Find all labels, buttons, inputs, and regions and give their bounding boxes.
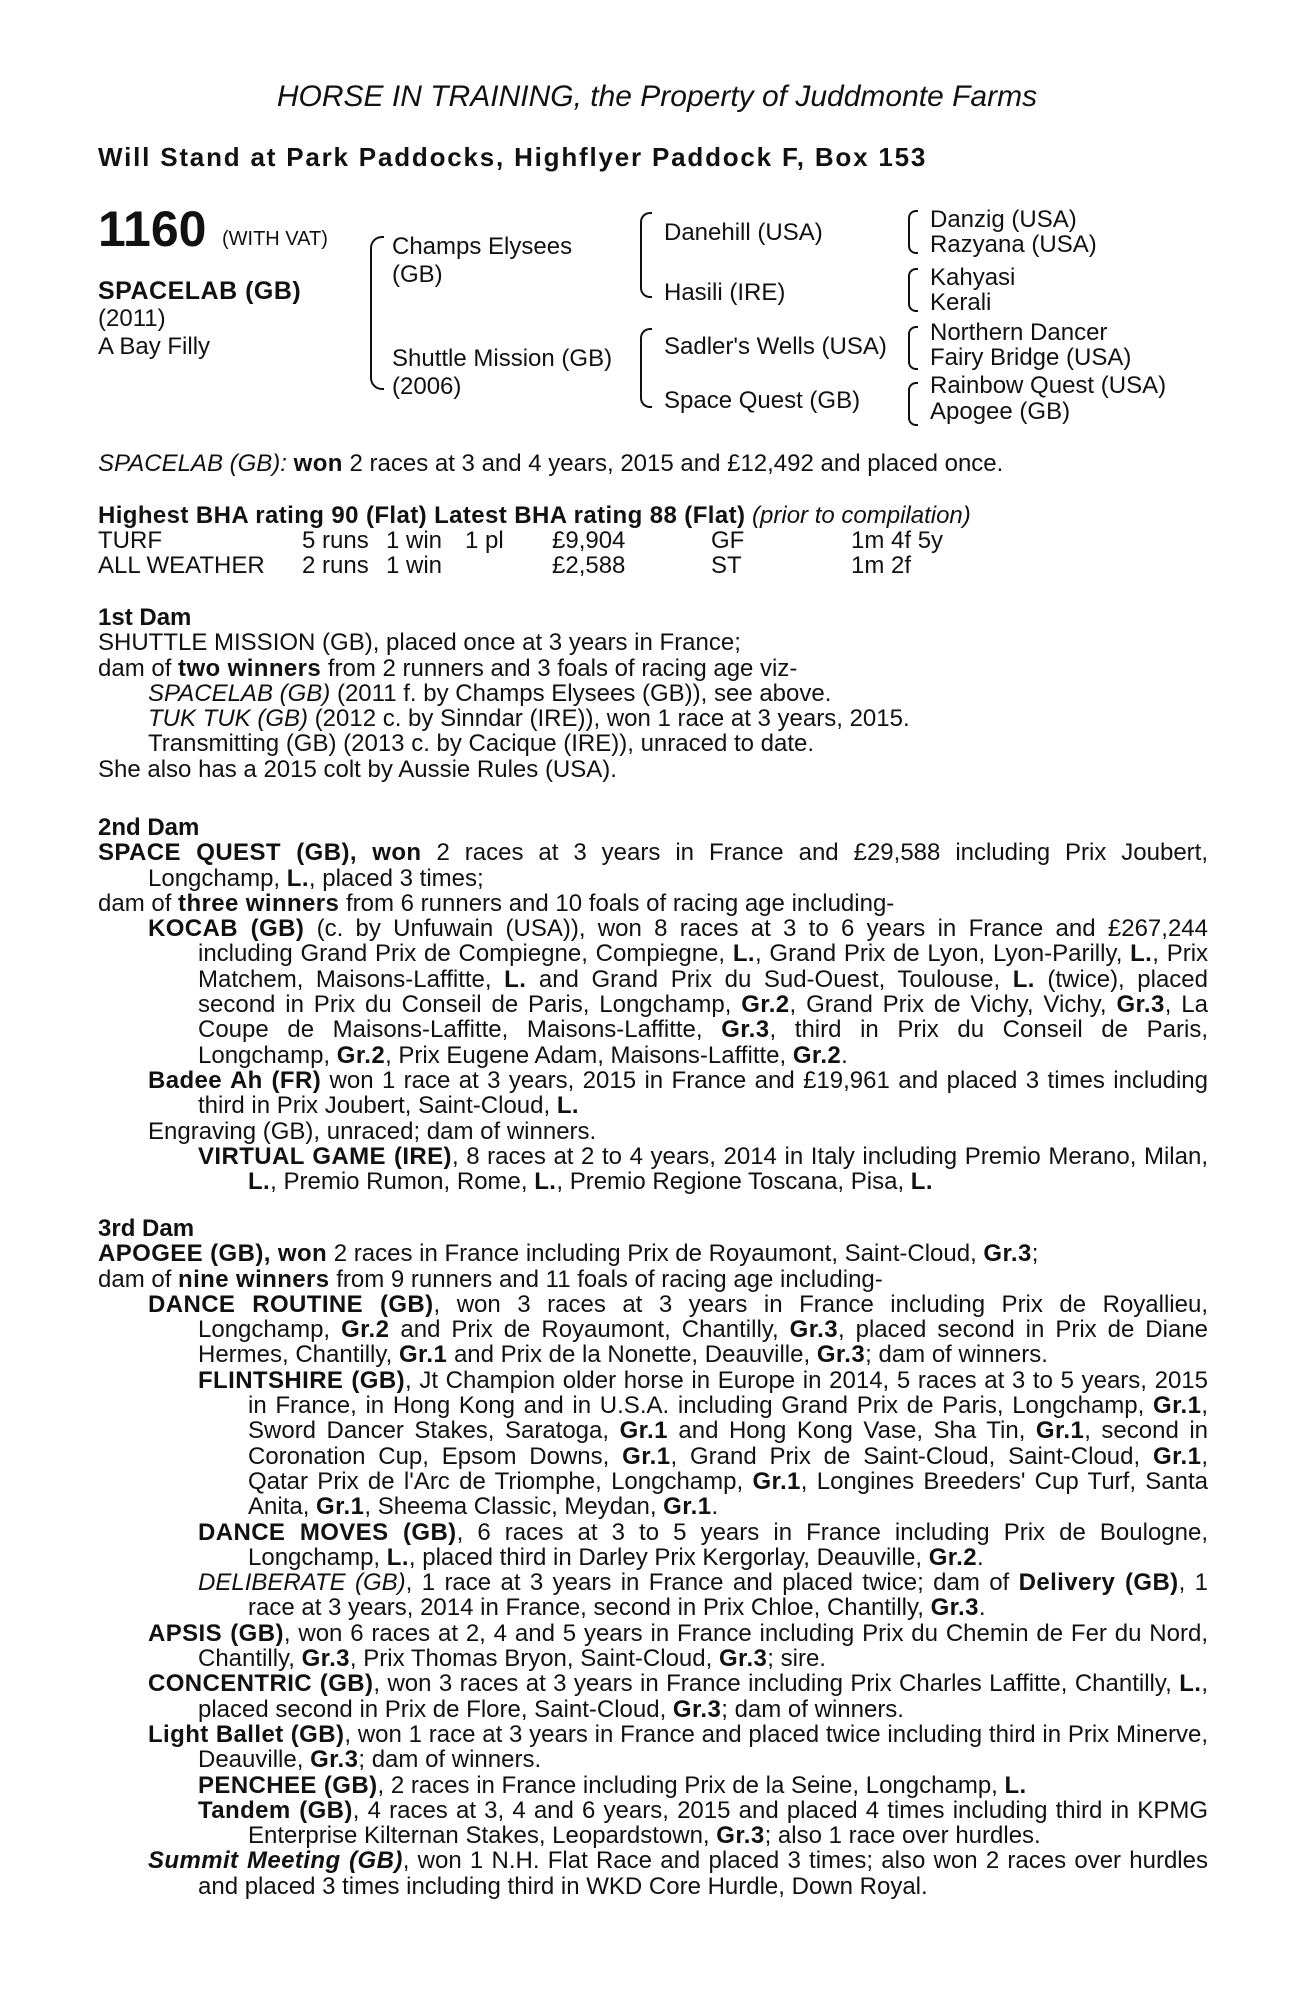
produce-pre: dam of [98, 1265, 172, 1293]
progeny-text: ; sire. [767, 1645, 826, 1673]
horse-description: A Bay Filly [98, 333, 211, 360]
produce-pre: dam of [98, 654, 172, 682]
dam-name: Shuttle Mission (GB) [392, 345, 613, 372]
progeny-text: , Sheema Classic, Meydan, [364, 1493, 657, 1521]
ds-dam: Fairy Bridge (USA) [930, 344, 1132, 371]
record-prize: £2,588 [552, 552, 626, 579]
record-runs: 2 runs [302, 552, 369, 579]
record-distance: 1m 2f [851, 552, 912, 579]
progeny-name: VIRTUAL GAME (IRE) [198, 1142, 452, 1170]
group-mark: Gr.2 [336, 1041, 386, 1069]
race-summary [98, 450, 1003, 478]
dam-name: APOGEE (GB), won [98, 1240, 328, 1268]
group-mark: Gr.3 [721, 1016, 770, 1044]
progeny-deliberate: DELIBERATE (GB), 1 race at 3 years in France and placed twice; dam of Delivery (GB), 1 race at 3 years, 2014 in France, second in Prix Chloe, Chantilly, Gr.3. [198, 1569, 1208, 1622]
dd-dam: Apogee (GB) [930, 398, 1071, 425]
second-dam-section [98, 815, 1208, 1194]
group-mark: Gr.1 [398, 1341, 448, 1369]
listed-mark: L. [504, 965, 527, 993]
rating-text: Highest BHA rating 90 (Flat) Latest BHA rating 88 (Flat) [98, 502, 746, 529]
progeny-text: and Hong Kong Vase, Sha Tin, [678, 1417, 1026, 1445]
progeny-dance-moves: DANCE MOVES (GB), 6 races at 3 to 5 years in France including Prix de Boulogne, Longchamp, L., placed third in Darley Prix Kergorlay, Deauville, Gr.2. [198, 1518, 1208, 1571]
listed-mark: L. [1012, 965, 1035, 993]
pedigree-brace-ss [908, 210, 918, 254]
progeny-text: and Grand Prix du Sud-Ouest, Toulouse, [538, 965, 1001, 993]
first-dam-closing: She also has a 2015 colt by Aussie Rules (USA). [98, 755, 617, 783]
record-going: ST [711, 552, 742, 579]
progeny-name: CONCENTRIC (GB) [148, 1670, 374, 1698]
listed-mark: L. [1004, 1771, 1027, 1799]
race-record [98, 528, 943, 578]
pedigree-brace-ds [908, 326, 918, 370]
produce-pre: dam of [98, 889, 172, 917]
dam-dam: Space Quest (GB) [664, 387, 861, 414]
progeny-text: , Longines Breeders' Cup Turf, Santa Anita, [248, 1467, 1209, 1521]
progeny-text: , won 3 races at 3 years in France including Prix Charles Laffitte, Chantilly, [373, 1670, 1172, 1698]
progeny-text: , Grand Prix de Vichy, Vichy, [789, 991, 1107, 1019]
group-mark: Gr.3 [930, 1594, 979, 1622]
horse-name: SPACELAB (GB) [98, 277, 302, 305]
sd-dam: Kerali [930, 289, 992, 316]
progeny-apsis [98, 1621, 1208, 1672]
first-dam-produce [98, 656, 1208, 681]
progeny-kocab: KOCAB (GB) (c. by Unfuwain (USA)), won 8 races at 3 to 6 years in France and £267,244 including Grand Prix de Compiegne, Compiegne, L., Grand Prix de Lyon, Lyon-Parilly, L., Prix Matchem, Maisons-Laffitte, L. and Grand Prix du Sud-Ouest, Toulouse, L. (twice), placed second in Prix du Conseil de Paris, Longchamp, Gr.2, Grand Prix de Vichy, Vichy, Gr.3, La Coupe de Maisons-Laffitte, Maisons-Laffitte, Gr.3, third in Prix du Conseil de Paris, Longchamp, Gr.2, Prix Eugene Adam, Maisons-Laffitte, Gr.2. [148, 915, 1209, 1069]
ds-sire: Northern Dancer [930, 319, 1108, 346]
progeny-name: Delivery (GB) [1018, 1569, 1179, 1597]
first-dam-section [98, 605, 1208, 782]
record-surface: TURF [98, 527, 162, 554]
record-going: GF [711, 527, 745, 554]
record-row-aw [98, 553, 943, 578]
progeny-name: Summit Meeting (GB) [148, 1847, 403, 1875]
progeny-text: , won 1 N.H. Flat Race and placed 3 times; also won 2 races over hurdles and placed 3 times including third in WKD Core Hurdle, Down Royal. [198, 1847, 1208, 1900]
produce-bold: three winners [178, 889, 340, 917]
group-mark: Gr.1 [663, 1493, 712, 1521]
first-dam-line: SHUTTLE MISSION (GB), placed once at 3 years in France; [98, 629, 741, 657]
progeny-name: Tandem (GB) [198, 1796, 353, 1824]
progeny-text: won 1 race at 3 years, 2015 in France and £19,961 and placed 3 times including third in Prix Joubert, Saint-Cloud, [198, 1066, 1208, 1120]
produce-bold: two winners [178, 654, 322, 682]
progeny-name: DANCE ROUTINE (GB) [148, 1290, 434, 1318]
third-dam-section [98, 1216, 1208, 1899]
progeny-name: DELIBERATE (GB) [198, 1569, 406, 1597]
progeny-text: , Qatar Prix de l'Arc de Triomphe, Longchamp, [248, 1442, 1209, 1495]
group-mark: Gr.3 [1116, 991, 1165, 1019]
listed-mark: L. [386, 1543, 409, 1571]
progeny-engraving: Engraving (GB), unraced; dam of winners. [148, 1117, 597, 1145]
foal-text: (2011 f. by Champs Elysees (GB)), see above. [336, 679, 832, 707]
listed-mark: L. [534, 1168, 557, 1196]
record-runs: 5 runs [302, 527, 369, 554]
foal-name: TUK TUK (GB) [148, 705, 308, 733]
group-mark: Gr.3 [816, 1341, 866, 1369]
summary-horse-name: SPACELAB (GB): [98, 450, 287, 477]
progeny-name: DANCE MOVES (GB) [198, 1518, 457, 1546]
second-dam-produce [98, 891, 1208, 916]
progeny-text: , Premio Rumon, Rome, [270, 1168, 528, 1196]
progeny-text: , won 6 races at 2, 4 and 5 years in France including Prix du Chemin de Fer du Nord, Chantilly, [198, 1619, 1208, 1673]
foal-text: (2012 c. by Sinndar (IRE)), won 1 race at 3 years, 2015. [314, 705, 910, 733]
progeny-text: , placed third in Darley Prix Kergorlay, Deauville, [408, 1543, 923, 1571]
listed-mark: L. [1130, 940, 1153, 968]
pedigree-brace-main [370, 236, 384, 390]
group-mark: Gr.1 [316, 1493, 365, 1521]
listed-mark: L. [248, 1168, 271, 1196]
group-mark: Gr.1 [1153, 1392, 1202, 1420]
vat-note: (WITH VAT) [222, 228, 328, 250]
group-mark: Gr.3 [716, 1822, 765, 1850]
progeny-text: , Prix Eugene Adam, Maisons-Laffitte, [385, 1041, 787, 1069]
group-mark: Gr.3 [718, 1645, 768, 1673]
record-surface: ALL WEATHER [98, 552, 265, 579]
progeny-virtual-game [98, 1144, 1208, 1195]
group-mark: Gr.3 [672, 1695, 722, 1723]
progeny-text: , placed second in Prix de Flore, Saint-Cloud, [198, 1670, 1208, 1723]
record-wins: 1 win [386, 552, 443, 579]
record-placed [465, 553, 552, 578]
produce-post: from 9 runners and 11 foals of racing age including- [336, 1265, 883, 1293]
dam-name: SPACE QUEST (GB), won [98, 839, 422, 867]
page-title: HORSE IN TRAINING, the Property of Juddmonte Farms [276, 80, 1038, 113]
progeny-text: , 4 races at 3, 4 and 6 years, 2015 and placed 4 times including third in KPMG Enterprise Kilternan Stakes, Leopardstown, [248, 1796, 1208, 1850]
progeny-text: , Grand Prix de Lyon, Lyon-Parilly, [754, 940, 1123, 968]
progeny-text: , Prix Matchem, Maisons-Laffitte, [198, 940, 1209, 993]
second-dam-heading: 2nd Dam [98, 814, 200, 841]
pedigree-brace-sd [908, 268, 918, 312]
pedigree-brace-dam [640, 328, 652, 408]
foal-name: SPACELAB (GB) [148, 679, 331, 707]
sire-dam: Hasili (IRE) [664, 279, 786, 306]
progeny-tandem [98, 1798, 1208, 1849]
progeny-text: (c. by Unfuwain (USA)), won 8 races at 3 to 6 years in France and £267,244 including Grand Prix de Compiegne, Compiegne, [198, 915, 1208, 968]
progeny-text: , Sword Dancer Stakes, Saratoga, [248, 1392, 1209, 1445]
rating-note: (prior to compilation) [752, 502, 971, 529]
progeny-penchee [98, 1773, 1208, 1798]
progeny-light-ballet [98, 1722, 1208, 1773]
group-mark: Gr.1 [619, 1417, 668, 1445]
third-dam-heading: 3rd Dam [98, 1215, 195, 1242]
progeny-text: , La Coupe de Maisons-Laffitte, Maisons-Laffitte, [198, 991, 1208, 1044]
progeny-text: , Jt Champion older horse in Europe in 2014, 5 races at 3 to 5 years, 2015 in France, in Hong Kong and in U.S.A. including Grand Prix de Paris, Longchamp, [248, 1366, 1209, 1420]
progeny-name: KOCAB (GB) [148, 915, 305, 943]
record-wins: 1 win [386, 527, 443, 554]
produce-post: from 6 runners and 10 foals of racing age including- [345, 889, 895, 917]
progeny-name: APSIS (GB) [148, 1619, 284, 1647]
bha-rating [98, 502, 971, 530]
progeny-text: , 1 race at 3 years in France and placed twice; dam of [405, 1569, 1010, 1597]
progeny-text: ; dam of winners. [865, 1341, 1048, 1369]
progeny-text: ; dam of winners. [358, 1746, 542, 1774]
second-dam-record [98, 840, 1208, 891]
foaling-year: (2011) [98, 305, 166, 332]
group-mark: Gr.1 [1035, 1417, 1085, 1445]
produce-bold: nine winners [178, 1265, 330, 1293]
progeny-text: , third in Prix du Conseil de Paris, Longchamp, [198, 1016, 1208, 1069]
group-mark: Gr.1 [1153, 1442, 1202, 1470]
listed-mark: L. [556, 1092, 579, 1120]
progeny-text: (twice), placed second in Prix du Conseil de Paris, Longchamp, [198, 965, 1209, 1019]
sire-sire: Danehill (USA) [664, 219, 823, 246]
progeny-text: , Prix Thomas Bryon, Saint-Cloud, [349, 1645, 713, 1673]
summary-text: 2 races at 3 and 4 years, 2015 and £12,492 and placed once. [349, 450, 1004, 477]
lot-number: 1160 [98, 201, 207, 257]
group-mark: Gr.3 [301, 1645, 350, 1673]
progeny-name: Badee Ah (FR) [148, 1066, 322, 1094]
dam-text: , placed 3 times; [308, 864, 484, 892]
listed-mark: L. [1179, 1670, 1202, 1698]
ss-sire: Danzig (USA) [930, 206, 1077, 233]
progeny-text: ; also 1 race over hurdles. [764, 1822, 1041, 1850]
progeny-text: , won 1 race at 3 years in France and placed twice including third in Prix Minerve, Deauville, [198, 1720, 1208, 1774]
listed-mark: L. [286, 864, 309, 892]
dam-sire: Sadler's Wells (USA) [664, 333, 887, 360]
progeny-badee-ah [98, 1068, 1208, 1119]
group-mark: Gr.2 [928, 1543, 977, 1571]
progeny-name: PENCHEE (GB) [198, 1771, 378, 1799]
record-prize: £9,904 [552, 527, 626, 554]
dd-sire: Rainbow Quest (USA) [930, 372, 1167, 399]
progeny-summit-meeting [98, 1848, 1208, 1899]
progeny-text: , 2 races in France including Prix de la Seine, Longchamp, [377, 1771, 998, 1799]
progeny-text: , Premio Regione Toscana, Pisa, [556, 1168, 905, 1196]
group-mark: Gr.3 [789, 1316, 838, 1344]
dam-text: 2 races in France including Prix de Royaumont, Saint-Cloud, [333, 1240, 977, 1268]
record-distance: 1m 4f 5y [851, 527, 944, 554]
group-mark: Gr.1 [622, 1442, 671, 1470]
foal-spacelab [98, 681, 1208, 706]
progeny-text: ; dam of winners. [721, 1695, 904, 1723]
progeny-text: , second in Coronation Cup, Epsom Downs, [248, 1417, 1208, 1470]
progeny-flintshire: FLINTSHIRE (GB), Jt Champion older horse in Europe in 2014, 5 races at 3 to 5 years, 2015 in France, in Hong Kong and in U.S.A. including Grand Prix de Paris, Longchamp, Gr.1, Sword Dancer Stakes, Saratoga, Gr.1 and Hong Kong Vase, Sha Tin, Gr.1, second in Coronation Cup, Epsom Downs, Gr.1, Grand Prix de Saint-Cloud, Saint-Cloud, Gr.1, Qatar Prix de l'Arc de Triomphe, Longchamp, Gr.1, Longines Breeders' Cup Turf, Santa Anita, Gr.1, Sheema Classic, Meydan, Gr.1. [198, 1366, 1209, 1521]
sire-country: (GB) [392, 261, 443, 288]
listed-mark: L. [732, 940, 755, 968]
progeny-text: , 1 race at 3 years, 2014 in France, second in Prix Chloe, Chantilly, [248, 1569, 1208, 1622]
first-dam-heading: 1st Dam [98, 604, 192, 631]
record-table [98, 528, 943, 578]
group-mark: Gr.3 [983, 1240, 1032, 1268]
group-mark: Gr.3 [310, 1746, 359, 1774]
progeny-name: FLINTSHIRE (GB) [198, 1366, 405, 1394]
foal-tuktuk [98, 706, 1208, 731]
listed-mark: L. [910, 1168, 933, 1196]
progeny-text: , 8 races at 2 to 4 years, 2014 in Italy including Premio Merano, Milan, [451, 1142, 1208, 1170]
progeny-concentric [98, 1671, 1208, 1722]
third-dam-record: APOGEE (GB), won 2 races in France including Prix de Royaumont, Saint-Cloud, Gr.3; [98, 1240, 1039, 1268]
third-dam-produce [98, 1267, 1208, 1292]
sire-name: Champs Elysees [392, 233, 573, 260]
record-placed: 1 pl [465, 527, 504, 554]
progeny-dance-routine [98, 1292, 1208, 1368]
pedigree-brace-dd [908, 382, 918, 426]
summary-won: won [293, 450, 343, 477]
pedigree-brace-sire [640, 212, 652, 298]
group-mark: Gr.1 [752, 1467, 801, 1495]
progeny-text: , 6 races at 3 to 5 years in France including Prix de Boulogne, Longchamp, [248, 1518, 1208, 1571]
produce-post: from 2 runners and 3 foals of racing age viz- [327, 654, 798, 682]
foal-transmitting: Transmitting (GB) (2013 c. by Cacique (IRE)), unraced to date. [148, 730, 815, 758]
progeny-text: , placed second in Prix de Diane Hermes, Chantilly, [198, 1316, 1209, 1369]
progeny-name: Light Ballet (GB) [148, 1720, 345, 1748]
dam-year: (2006) [392, 373, 462, 400]
progeny-text: and Prix de la Nonette, Deauville, [453, 1341, 811, 1369]
progeny-text: , won 3 races at 3 years in France including Prix de Royallieu, Longchamp, [198, 1290, 1208, 1344]
sd-sire: Kahyasi [930, 264, 1016, 291]
record-row-turf [98, 528, 943, 553]
stable-location: Will Stand at Park Paddocks, Highflyer Paddock F, Box 153 [98, 142, 928, 172]
group-mark: Gr.2 [341, 1316, 390, 1344]
ss-dam: Razyana (USA) [930, 231, 1097, 258]
progeny-text: and Prix de Royaumont, Chantilly, [400, 1316, 779, 1344]
dam-text: 2 races at 3 years in France and £29,588 including Prix Joubert, Longchamp, [148, 839, 1209, 892]
progeny-text: , Grand Prix de Saint-Cloud, Saint-Cloud, [670, 1442, 1141, 1470]
group-mark: Gr.2 [741, 991, 790, 1019]
group-mark: Gr.2 [792, 1041, 842, 1069]
